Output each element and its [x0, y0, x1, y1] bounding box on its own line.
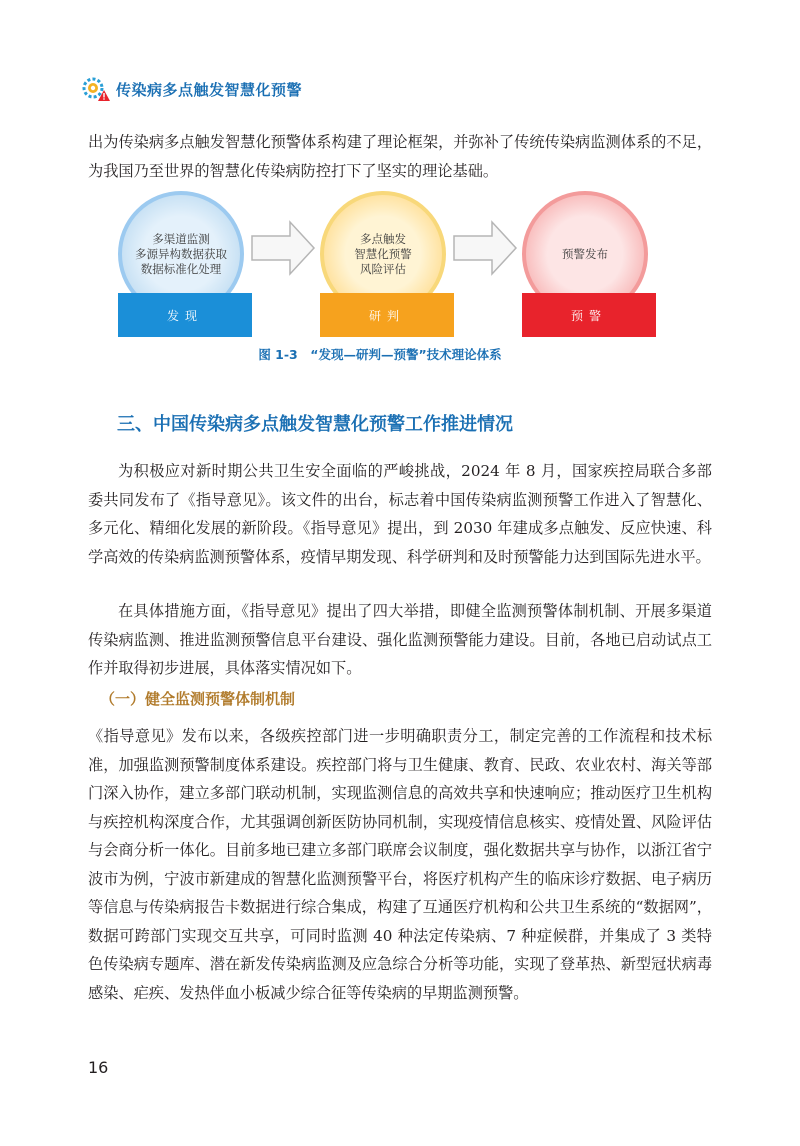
box-discover: 发现 [118, 293, 252, 337]
circle-discover-line-1: 多渠道监测 [152, 231, 210, 246]
section-paragraph-2: 在具体措施方面，《指导意见》提出了四大举措，即健全监测预警体制机制、开展多渠道传染病监测、推进监测预警信息平台建设、强化监测预警能力建设。目前，各地已启动试点工作并取得初步进展，具体落实情况如下。 [88, 602, 712, 677]
section-paragraph-1: 为积极应对新时期公共卫生安全面临的严峻挑战，2024 年 8 月，国家疾控局联合多部委共同发布了《指导意见》。该文件的出台，标志着中国传染病监测预警工作进入了智慧化、多元化、精细化发展的新阶段。《指导意见》提出，到 2030 年建成多点触发、反应快速、科学高效的传染病监测预警体系，疫情早期发现、科学研判和及时预警能力达到国际先进水平。 [88, 462, 712, 566]
running-header-title: 传染病多点触发智慧化预警 [116, 80, 303, 99]
circle-judge-line-2: 智慧化预警 [354, 246, 412, 261]
intro-paragraph: 出为传染病多点触发智慧化预警体系构建了理论框架，并弥补了传统传染病监测体系的不足，为我国乃至世界的智慧化传染病防控打下了坚实的理论基础。 [88, 133, 712, 180]
page-number: 16 [88, 1058, 109, 1077]
right-arrow-icon [250, 218, 316, 278]
circle-discover-line-2: 多源异构数据获取 [135, 246, 227, 261]
circle-judge-line-3: 风险评估 [360, 261, 406, 276]
section-title: 三、中国传染病多点触发智慧化预警工作推进情况 [117, 414, 513, 435]
circle-warn-line-1: 预警发布 [562, 246, 608, 261]
gear-virus-logo-icon [80, 74, 110, 104]
figure-caption: 图 1-3 “发现—研判—预警”技术理论体系 [258, 347, 502, 362]
figure-1-3-diagram [100, 188, 660, 378]
box-warn: 预警 [522, 293, 656, 337]
subsection-title: （一）健全监测预警体制机制 [100, 690, 296, 708]
box-judge: 研判 [320, 293, 454, 337]
circle-judge-line-1: 多点触发 [360, 231, 406, 246]
circle-discover-line-3: 数据标准化处理 [140, 261, 222, 276]
right-arrow-icon [452, 218, 518, 278]
running-header [80, 72, 302, 106]
subsection-paragraph: 《指导意见》发布以来，各级疾控部门进一步明确职责分工，制定完善的工作流程和技术标准，加强监测预警制度体系建设。疾控部门将与卫生健康、教育、民政、农业农村、海关等部门深入协作，建立多部门联动机制，实现监测信息的高效共享和快速响应；推动医疗卫生机构与疾控机构深度合作，尤其强调创新医防协同机制，实现疫情信息核实、疫情处置、风险评估与会商分析一体化。目前多地已建立多部门联席会议制度，强化数据共享与协作，以浙江省宁波市为例，宁波市新建成的智慧化监测预警平台，将医疗机构产生的临床诊疗数据、电子病历等信息与传染病报告卡数据进行综合集成，构建了互通医疗机构和公共卫生系统的“数据网”，数据可跨部门实现交互共享，可同时监测 40 种法定传染病、7 种症候群，并集成了 3 类特色传染病专题库、潜在新发传染病监测及应急综合分析等功能，实现了登革热、新型冠状病毒感染、疟疾、发热伴血小板减少综合征等传染病的早期监测预警。 [88, 727, 712, 1002]
